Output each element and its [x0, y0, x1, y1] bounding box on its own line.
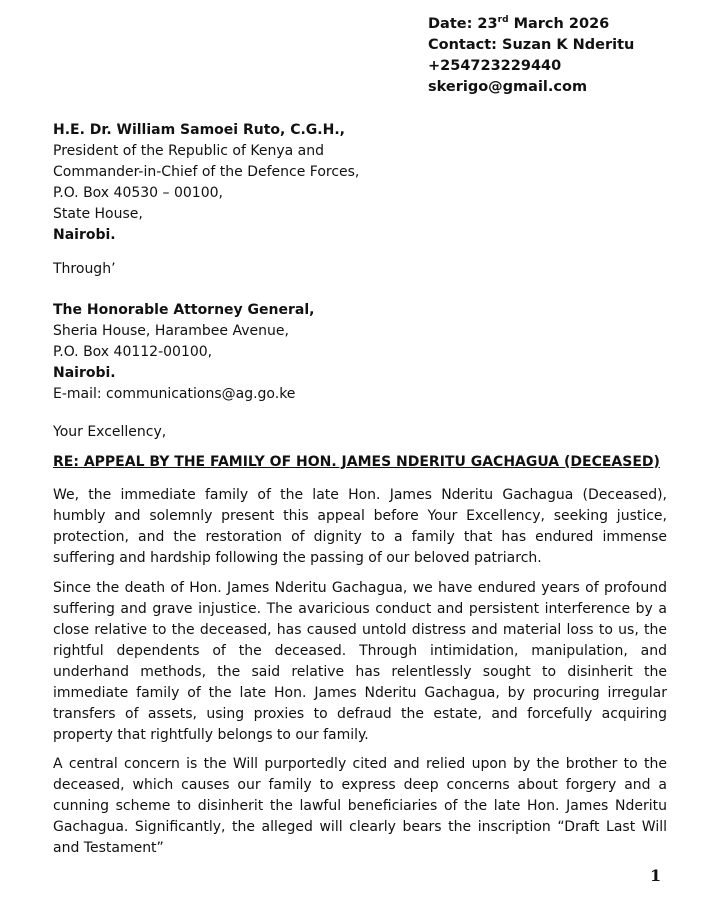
date-ordinal-suffix: rd	[497, 15, 509, 26]
addressee-city: Nairobi.	[53, 227, 116, 243]
ag-line: Sheria House, Harambee Avenue,	[53, 323, 289, 339]
addressee-line: President of the Republic of Kenya and	[53, 143, 324, 159]
contact-name: Contact: Suzan K Nderitu	[428, 37, 635, 53]
addressee-name: H.E. Dr. William Samoei Ruto, C.G.H.,	[53, 122, 345, 138]
date-prefix: Date: 23	[428, 16, 498, 32]
addressee-block	[53, 120, 359, 246]
contact-email: skerigo@gmail.com	[428, 79, 588, 95]
contact-phone: +254723229440	[428, 58, 562, 74]
subject-line: RE: APPEAL BY THE FAMILY OF HON. JAMES NDERITU GACHAGUA (DECEASED)	[53, 454, 660, 470]
body-paragraph: A central concern is the Will purportedly cited and relied upon by the brother to the deceased, which causes our family to express deep concerns about forgery and a cunning scheme to disinherit the lawful beneficiaries of the late Hon. James Nderitu Gachagua. Significantly, the alleged will clearly bears the inscription “Draft Last Will and Testament”	[53, 756, 667, 856]
body-paragraph: We, the immediate family of the late Hon. James Nderitu Gachagua (Deceased), humbly and solemnly present this appeal before Your Excellency, seeking justice, protection, and the restoration of dignity to a family that has endured immense suffering and hardship following the passing of our beloved patriarch.	[53, 487, 667, 566]
ag-line: P.O. Box 40112-00100,	[53, 344, 213, 360]
salutation: Your Excellency,	[53, 424, 167, 440]
ag-city: Nairobi.	[53, 365, 116, 381]
through-label: Through’	[53, 261, 116, 277]
addressee-line: State House,	[53, 206, 143, 222]
ag-email: E-mail: communications@ag.go.ke	[53, 386, 296, 402]
ag-name: The Honorable Attorney General,	[53, 302, 315, 318]
attorney-general-block	[53, 300, 314, 405]
body-paragraph: Since the death of Hon. James Nderitu Gachagua, we have endured years of profound suffering and grave injustice. The avaricious conduct and persistent interference by a close relative to the deceased, has caused untold distress and material loss to us, the rightful dependents of the deceased. Through intimidation, manipulation, and underhand methods, the said relative has relentlessly sought to disinherit the immediate family of the late Hon. James Nderitu Gachagua, by procuring irregular transfers of assets, using proxies to defraud the estate, and forcefully acquiring property that rightfully belongs to our family.	[53, 580, 667, 743]
page-number: 1	[650, 866, 662, 885]
date-line	[428, 14, 634, 35]
contact-block	[428, 14, 634, 98]
addressee-line: P.O. Box 40530 – 00100,	[53, 185, 223, 201]
date-rest: March 2026	[508, 16, 610, 32]
addressee-line: Commander-in-Chief of the Defence Forces,	[53, 164, 360, 180]
